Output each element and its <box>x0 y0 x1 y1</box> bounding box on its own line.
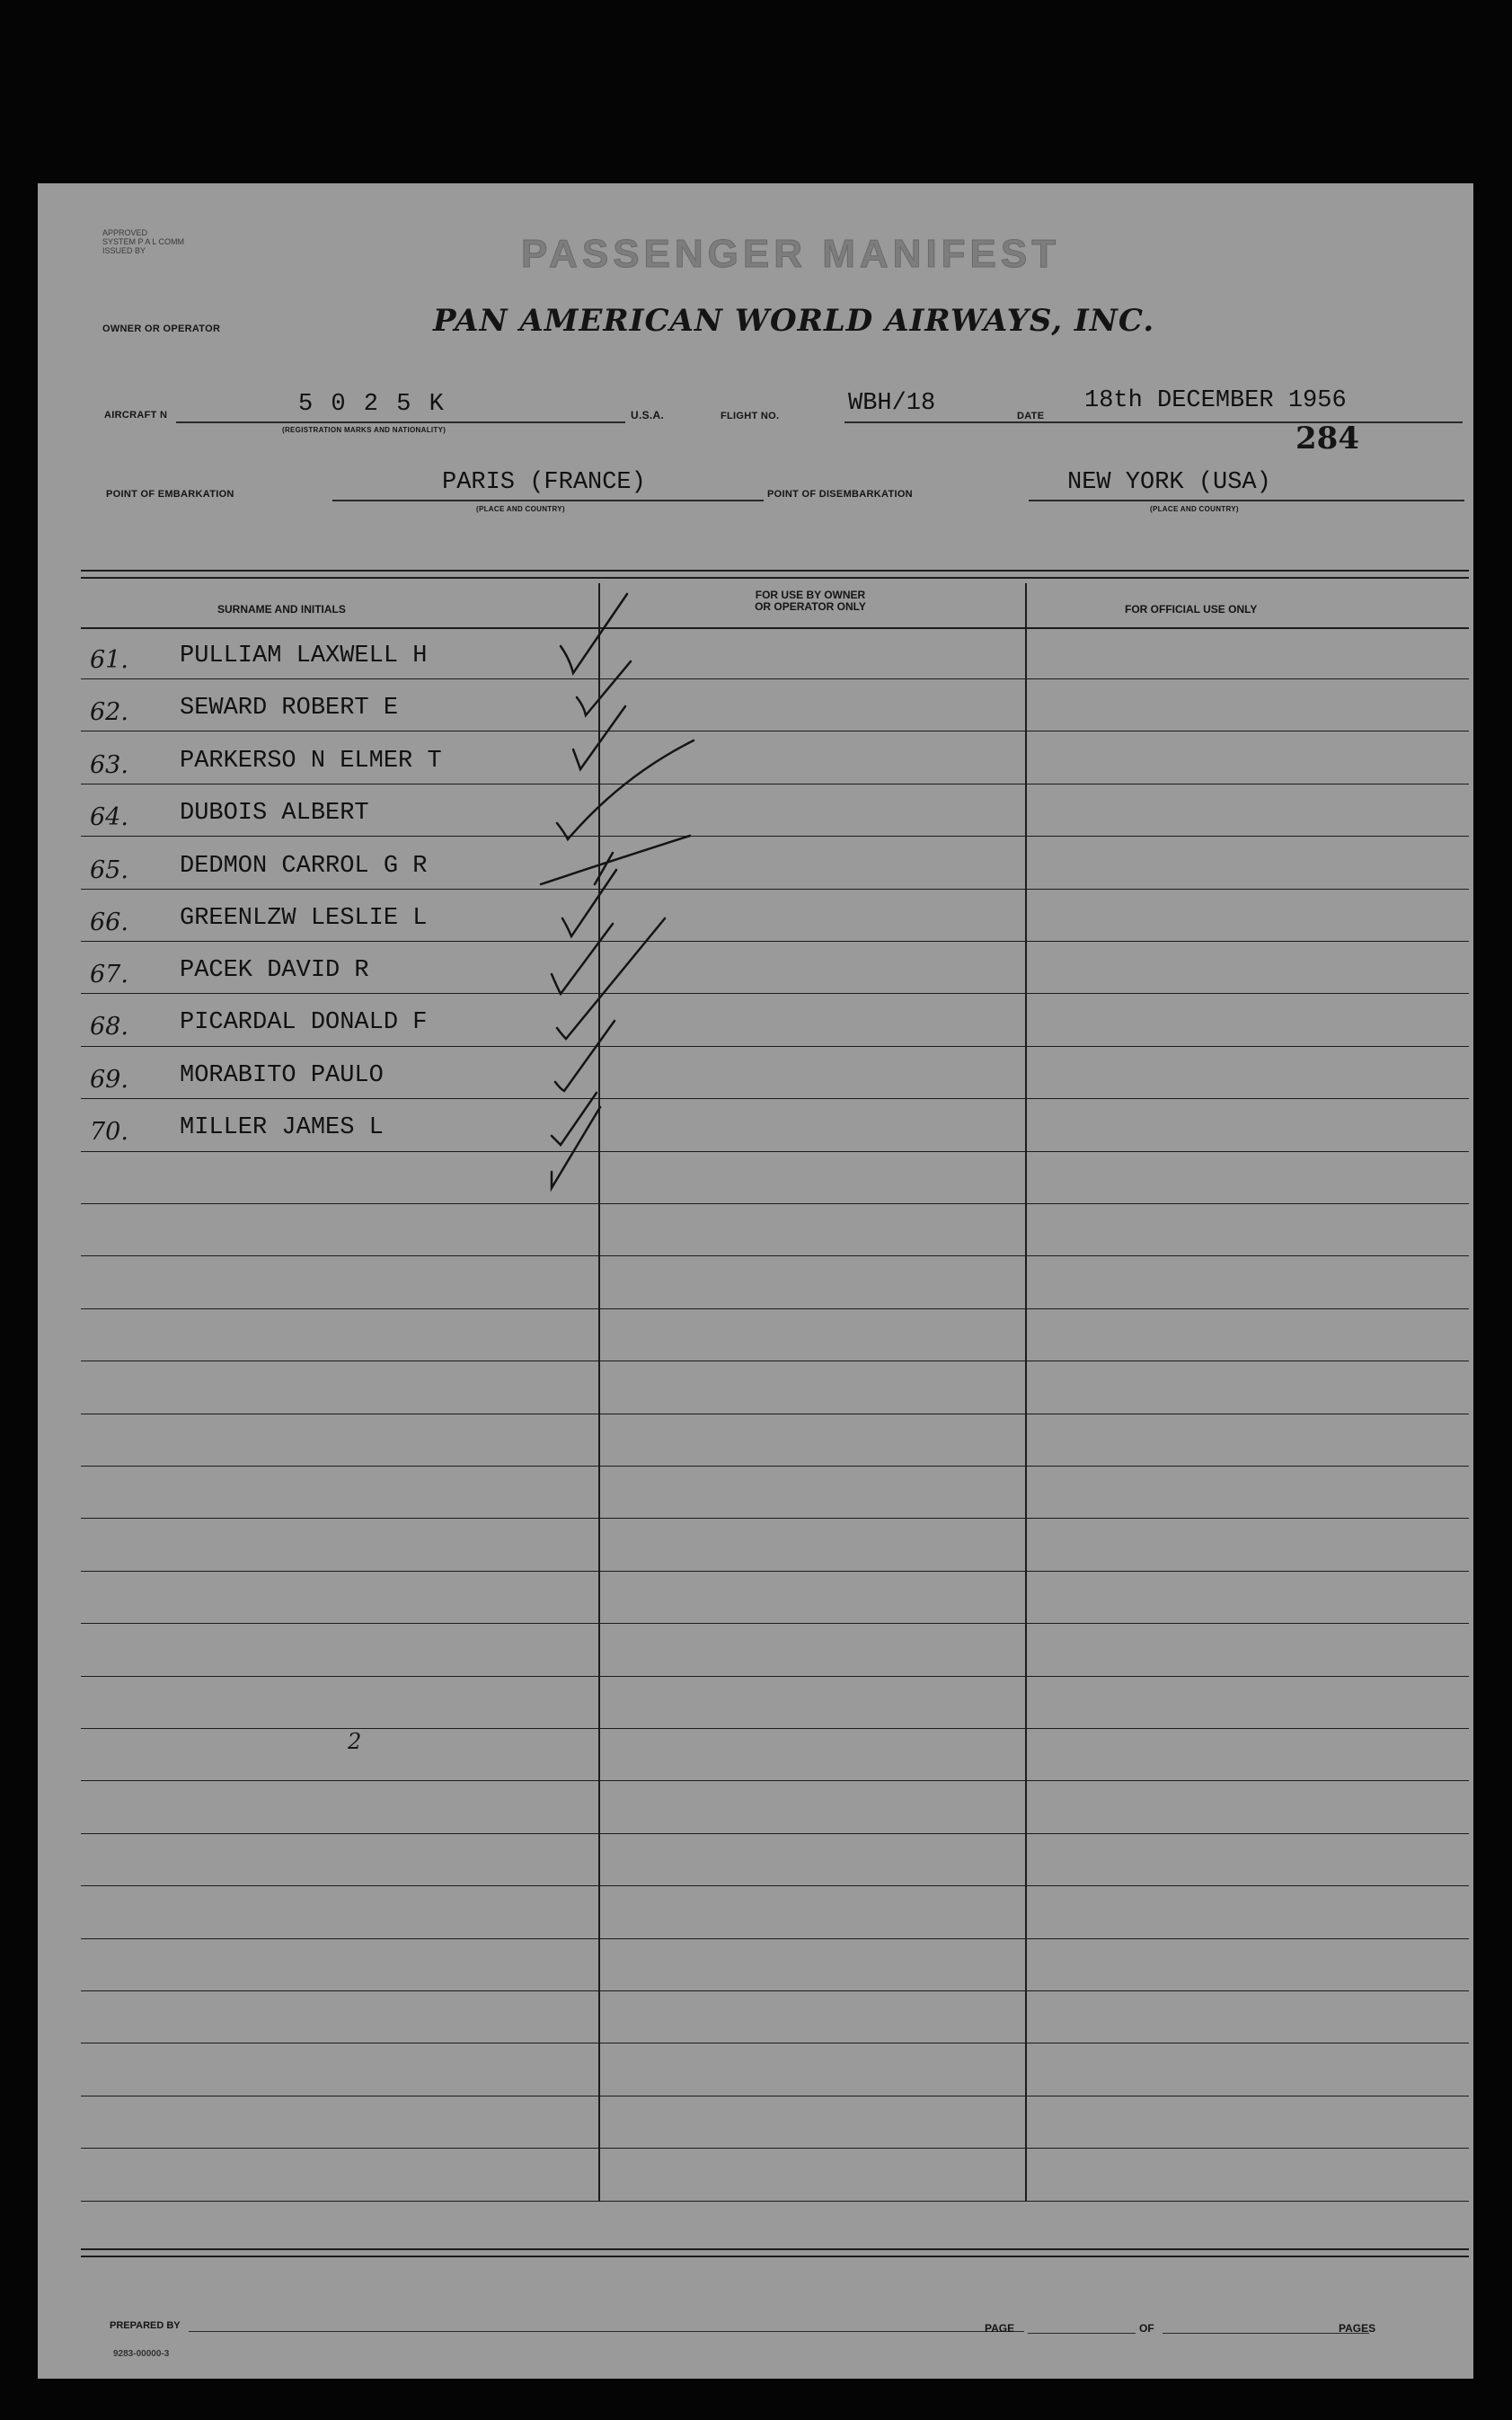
embarkation-label: POINT OF EMBARKATION <box>106 489 234 500</box>
row-rule <box>81 1728 1469 1729</box>
pages-label: PAGES <box>1339 2322 1376 2335</box>
flight-value: WBH/18 <box>848 390 936 417</box>
row-rule <box>81 1938 1469 1939</box>
check-mark-icon <box>541 836 690 884</box>
passenger-name: PARKERSO N ELMER T <box>180 748 442 775</box>
aircraft-value: 5 0 2 5 K <box>298 391 446 418</box>
usa-label: U.S.A. <box>631 409 665 421</box>
aircraft-caption: (REGISTRATION MARKS AND NATIONALITY) <box>282 426 447 434</box>
stamp-line-2: SYSTEM P A L COMM <box>102 237 185 246</box>
stamp-line-1: APPROVED <box>102 228 148 237</box>
check-mark-icon <box>552 924 613 994</box>
check-mark-icon <box>552 1093 597 1145</box>
passenger-number: 68. <box>90 1013 128 1041</box>
row-rule <box>81 1833 1469 1834</box>
row-rule <box>81 1885 1469 1886</box>
passenger-number: 61. <box>90 646 128 674</box>
page-label: PAGE <box>985 2322 1015 2335</box>
form-title: PASSENGER MANIFEST <box>521 232 1061 276</box>
passenger-name: PULLIAM LAXWELL H <box>180 643 428 669</box>
check-marks <box>38 183 1473 1352</box>
check-mark-icon <box>577 661 631 715</box>
passenger-name: PACEK DAVID R <box>180 957 369 984</box>
passenger-number: 62. <box>90 698 128 726</box>
check-mark-icon <box>557 740 694 839</box>
row-rule <box>81 2148 1469 2149</box>
stamp-line-3: ISSUED BY <box>102 246 146 255</box>
passenger-number: 67. <box>90 961 128 988</box>
owner-value: PAN AMERICAN WORLD AIRWAYS, INC. <box>433 303 1155 339</box>
passenger-name: DEDMON CARROL G R <box>180 853 428 880</box>
row-rule <box>81 2201 1469 2202</box>
row-rule <box>81 1571 1469 1572</box>
column-header-official: FOR OFFICIAL USE ONLY <box>1125 603 1258 616</box>
column-header-surname: SURNAME AND INITIALS <box>217 603 346 616</box>
passenger-number: 65. <box>90 856 128 884</box>
passenger-number: 64. <box>90 803 128 831</box>
passenger-name: PICARDAL DONALD F <box>180 1009 428 1036</box>
passenger-name: SEWARD ROBERT E <box>180 695 399 722</box>
stray-mark: 2 <box>348 1729 362 1754</box>
row-rule <box>81 1780 1469 1781</box>
check-mark-icon <box>573 706 625 769</box>
passenger-name: MILLER JAMES L <box>180 1114 384 1141</box>
form-number: 9283-00000-3 <box>113 2349 170 2359</box>
flight-label: FLIGHT NO. <box>721 411 780 421</box>
disembarkation-value: NEW YORK (USA) <box>1067 469 1271 496</box>
passenger-name: MORABITO PAULO <box>180 1062 384 1089</box>
prepared-by-label: PREPARED BY <box>110 2320 181 2331</box>
owner-label: OWNER OR OPERATOR <box>102 324 221 334</box>
passenger-name: DUBOIS ALBERT <box>180 800 369 827</box>
date-value: 18th DECEMBER 1956 <box>1084 387 1347 414</box>
date-label: DATE <box>1017 411 1045 421</box>
row-rule <box>81 1990 1469 1991</box>
passenger-number: 69. <box>90 1066 128 1094</box>
check-mark-icon <box>552 1107 600 1188</box>
check-mark-icon <box>561 594 627 673</box>
page-mark: 284 <box>1295 421 1359 457</box>
row-rule <box>81 1518 1469 1519</box>
row-rule <box>81 1676 1469 1677</box>
disembarkation-caption: (PLACE AND COUNTRY) <box>1150 505 1239 513</box>
of-label: OF <box>1139 2322 1154 2335</box>
manifest-sheet <box>38 183 1473 2379</box>
row-rule <box>81 1466 1469 1467</box>
passenger-name: GREENLZW LESLIE L <box>180 905 428 932</box>
aircraft-label: AIRCRAFT N <box>104 410 168 421</box>
embarkation-caption: (PLACE AND COUNTRY) <box>476 505 565 513</box>
passenger-number: 70. <box>90 1118 128 1146</box>
passenger-number: 66. <box>90 909 128 936</box>
disembarkation-label: POINT OF DISEMBARKATION <box>767 489 913 500</box>
check-mark-icon <box>555 1021 615 1091</box>
embarkation-value: PARIS (FRANCE) <box>442 469 646 496</box>
column-header-owner-line-2: OR OPERATOR ONLY <box>755 600 866 613</box>
passenger-number: 63. <box>90 751 128 779</box>
check-mark-icon <box>562 870 616 936</box>
row-rule <box>81 1623 1469 1624</box>
column-header-owner-line-1: FOR USE BY OWNER <box>755 589 866 601</box>
